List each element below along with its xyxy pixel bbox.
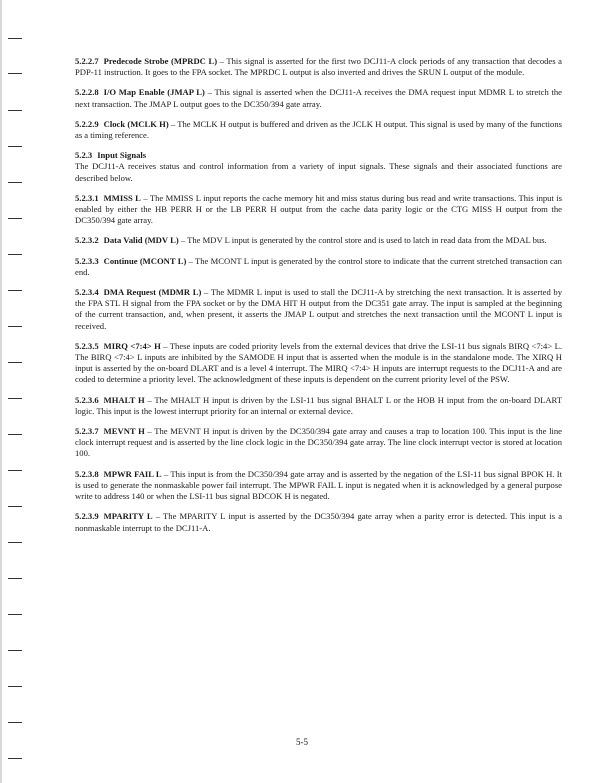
- section-number: 5.2.3.4: [75, 287, 99, 298]
- page-edge: [0, 0, 2, 783]
- section-body: – The MHALT H input is driven by the LSI-11 bus signal BHALT L or the HOB H input from the on-board DLART logic. This input is the lowest interrupt priority for an internal or external device.: [75, 394, 562, 416]
- section-body: – The MDMR L input is used to stall the DCJ11-A by stretching the next transaction. It is asserted by the FPA STL H signal from the FPA socket or by the DMA HIT H output from the DC351 gate array. The input is sampled at the beginning of the current transaction, and, when present, it asserts the JMAP L output and stretches the next transaction until the MCONT L input is received.: [75, 287, 562, 331]
- section-body: – The MDV L input is generated by the control store and is used to latch in read data from the MDAL bus.: [178, 235, 547, 246]
- section-number: 5.2.2.9: [75, 118, 99, 129]
- section-number: 5.2.2.7: [75, 56, 99, 66]
- section-title: Continue (MCONT L): [103, 255, 187, 266]
- section-body: – This signal is asserted when the DCJ11-A receives the DMA request input MDMR L to stretch the next transaction. The JMAP L output goes to the DC350/394 gate array.: [75, 87, 562, 109]
- section-number: 5.2.3.5: [75, 340, 99, 351]
- section-5-2-3-5: [75, 341, 562, 386]
- section-number: 5.2.3.9: [75, 511, 99, 522]
- section-5-2-2-7: [75, 56, 562, 78]
- section-5-2-3-4: [75, 287, 562, 332]
- section-title: MIRQ <7:4> H: [103, 340, 161, 351]
- section-5-2-3-2: [75, 235, 562, 246]
- section-title: Data Valid (MDV L): [103, 235, 179, 246]
- section-title: Input Signals: [97, 150, 147, 161]
- section-number: 5.2.3.6: [75, 394, 99, 405]
- section-number: 5.2.3.2: [75, 235, 99, 246]
- section-body: – This signal is asserted for the first two DCJ11-A clock periods of any transaction that decodes a PDP-11 instruction. It goes to the FPA socket. The MPRDC L output is also inverted and drives the SRUN L output of the module.: [75, 56, 562, 78]
- section-number: 5.2.2.8: [75, 87, 99, 98]
- section-number: 5.2.3.7: [75, 426, 99, 437]
- section-5-2-3-8: [75, 469, 562, 503]
- section-number: 5.2.3.8: [75, 468, 99, 479]
- section-5-2-3-3: [75, 256, 562, 278]
- section-number: 5.2.3: [75, 150, 93, 161]
- page-number: 5-5: [296, 737, 308, 747]
- section-5-2-3: [75, 150, 562, 184]
- section-title: MMISS L: [103, 192, 141, 203]
- section-title: Predecode Strobe (MPRDC L): [103, 56, 218, 66]
- section-number: 5.2.3.3: [75, 255, 99, 266]
- section-title: MPWR FAIL L: [103, 468, 162, 479]
- section-5-2-3-1: [75, 193, 562, 227]
- section-5-2-2-8: [75, 87, 562, 109]
- section-body: – The MCONT L input is generated by the control store to indicate that the current stretched transaction can end.: [75, 255, 562, 277]
- section-5-2-3-9: [75, 511, 562, 533]
- section-title: MHALT H: [103, 394, 145, 405]
- section-title: I/O Map Enable (JMAP L): [103, 87, 205, 98]
- binder-marks: [8, 0, 30, 783]
- section-body: – The MPARITY L input is asserted by the DC350/394 gate array when a parity error is detected. This input is a nonmaskable interrupt to the DCJ11-A.: [75, 511, 563, 533]
- section-body: – These inputs are coded priority levels from the external devices that drive the LSI-11 bus signals BIRQ <7:4> L. The BIRQ <7:4> L inputs are inhibited by the SAMODE H input that is asserted when the module is in the standalone mode. The XIRQ H input is asserted by the on-board DLART and is a level 4 interrupt. The MIRQ <7:4> H inputs are interrupt requests to the DCJ11-A and are coded to determine a priority level. The acknowledgment of these inputs is dependent on the current priority level of the PSW.: [75, 340, 562, 385]
- section-title: MEVNT H: [103, 426, 145, 437]
- document-body: [75, 10, 562, 543]
- section-5-2-3-6: [75, 395, 562, 417]
- section-5-2-2-9: [75, 119, 562, 141]
- section-title: MPARITY L: [103, 511, 153, 522]
- section-body: – The MEVNT H input is driven by the DC350/394 gate array and causes a trap to location 100. This input is the line clock interrupt request and is asserted by the line clock logic in the DC350/394 gate array. The line clock interrupt vector is stored at location 100.: [75, 426, 562, 459]
- section-body: – This input is from the DC350/394 gate array and is asserted by the negation of the LSI-11 bus signal BPOK H. It is used to generate the nonmaskable power fail interrupt. The MPWR FAIL L input is negated when it is acknowledged by a general purpose write to address 140 or when the LSI-11 bus signal BDCOK H is negated.: [75, 468, 562, 502]
- section-title: Clock (MCLK H): [103, 118, 169, 129]
- section-number: 5.2.3.1: [75, 192, 99, 203]
- section-body: – The MCLK H output is buffered and driven as the JCLK H output. This signal is used by many of the functions as a timing reference.: [75, 118, 562, 141]
- section-5-2-3-7: [75, 426, 562, 460]
- section-body: – The MMISS L input reports the cache memory hit and miss status during bus read and write transactions. This input is enabled by either the HB PERR H or the LB PERR H output from the cache data parity logic or the CTG MISS H output from the DC350/394 gate array.: [75, 192, 562, 226]
- section-body: The DCJ11-A receives status and control information from a variety of input signals. These signals and their associated functions are described below.: [75, 161, 562, 183]
- section-title: DMA Request (MDMR L): [103, 287, 202, 298]
